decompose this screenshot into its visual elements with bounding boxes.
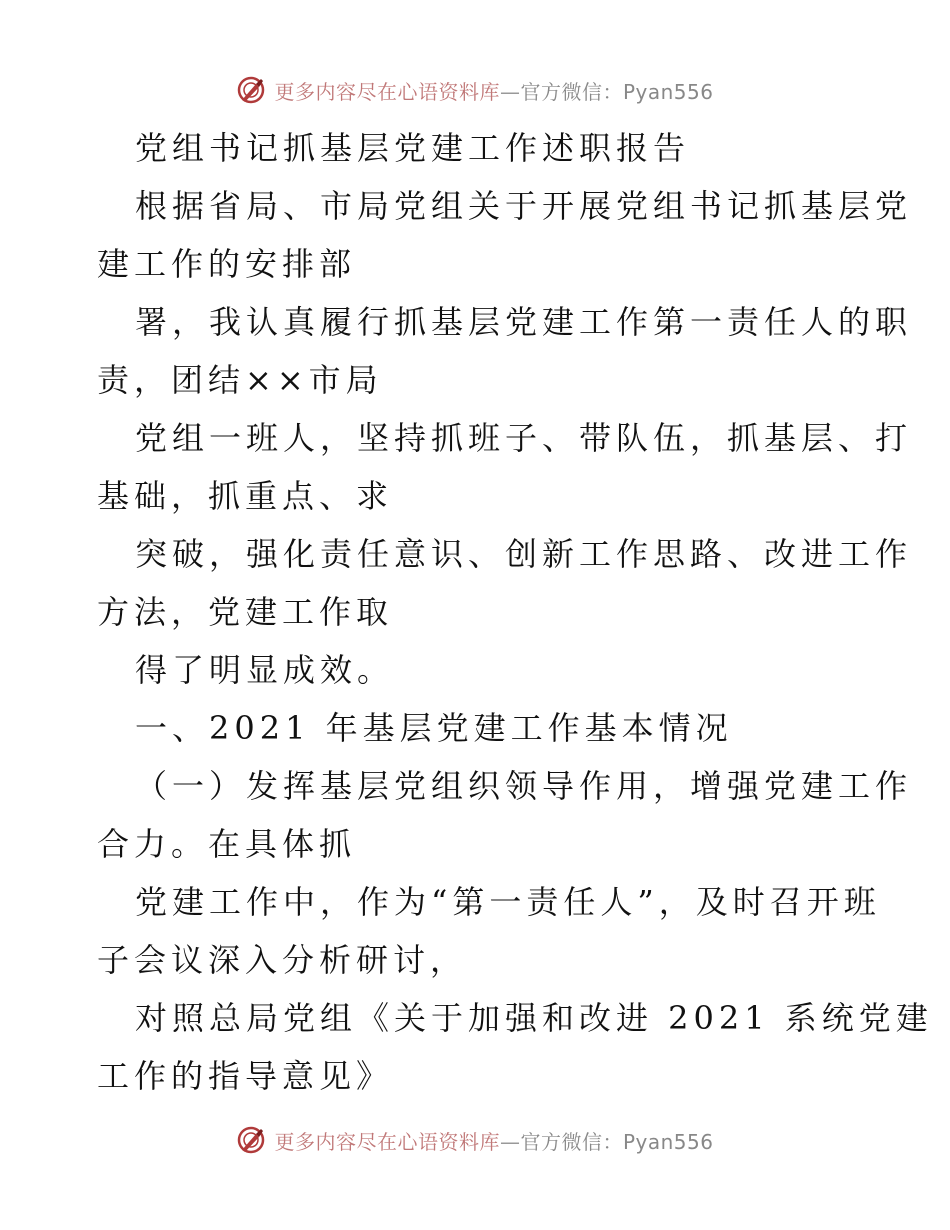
header-banner-wechat: 官方微信：Pyan556: [520, 79, 714, 104]
footer-banner-brand: 更多内容尽在心语资料库: [274, 1129, 500, 1154]
document-line: 突破，强化责任意识、创新工作思路、改进工作: [135, 535, 913, 573]
document-line: （一）发挥基层党组织领导作用，增强党建工作: [135, 767, 913, 805]
document-line: 党组书记抓基层党建工作述职报告: [135, 129, 691, 167]
document-line: 子会议深入分析研讨，: [97, 941, 468, 979]
document-line: 工作的指导意见》: [97, 1057, 394, 1095]
footer-banner: [0, 1120, 950, 1160]
document-line: 责，团结××市局: [97, 361, 383, 399]
header-banner: [0, 70, 950, 110]
document-line: 一、2021 年基层党建工作基本情况: [135, 709, 733, 747]
header-banner-brand: 更多内容尽在心语资料库: [274, 79, 500, 104]
document-line: 党建工作中，作为“第一责任人”，及时召开班: [135, 883, 881, 921]
document-line: 对照总局党组《关于加强和改进 2021 系统党建: [135, 999, 933, 1037]
document-line: 建工作的安排部: [97, 245, 357, 283]
header-banner-dash: —: [499, 79, 521, 104]
footer-banner-wechat: 官方微信：Pyan556: [520, 1129, 714, 1154]
document-body: [97, 119, 933, 1105]
document-line: 根据省局、市局党组关于开展党组书记抓基层党: [135, 187, 913, 225]
header-banner-text: [274, 76, 713, 105]
pen-logo-icon: [236, 75, 266, 105]
document-line: 得了明显成效。: [135, 651, 395, 689]
document-line: 合力。在具体抓: [97, 825, 357, 863]
pen-logo-icon: [236, 1125, 266, 1155]
document-line: 基础，抓重点、求: [97, 477, 394, 515]
footer-banner-dash: —: [499, 1129, 521, 1154]
document-line: 党组一班人，坚持抓班子、带队伍，抓基层、打: [135, 419, 913, 457]
footer-banner-text: [274, 1126, 713, 1155]
document-line: 方法，党建工作取: [97, 593, 394, 631]
document-line: 署，我认真履行抓基层党建工作第一责任人的职: [135, 303, 913, 341]
